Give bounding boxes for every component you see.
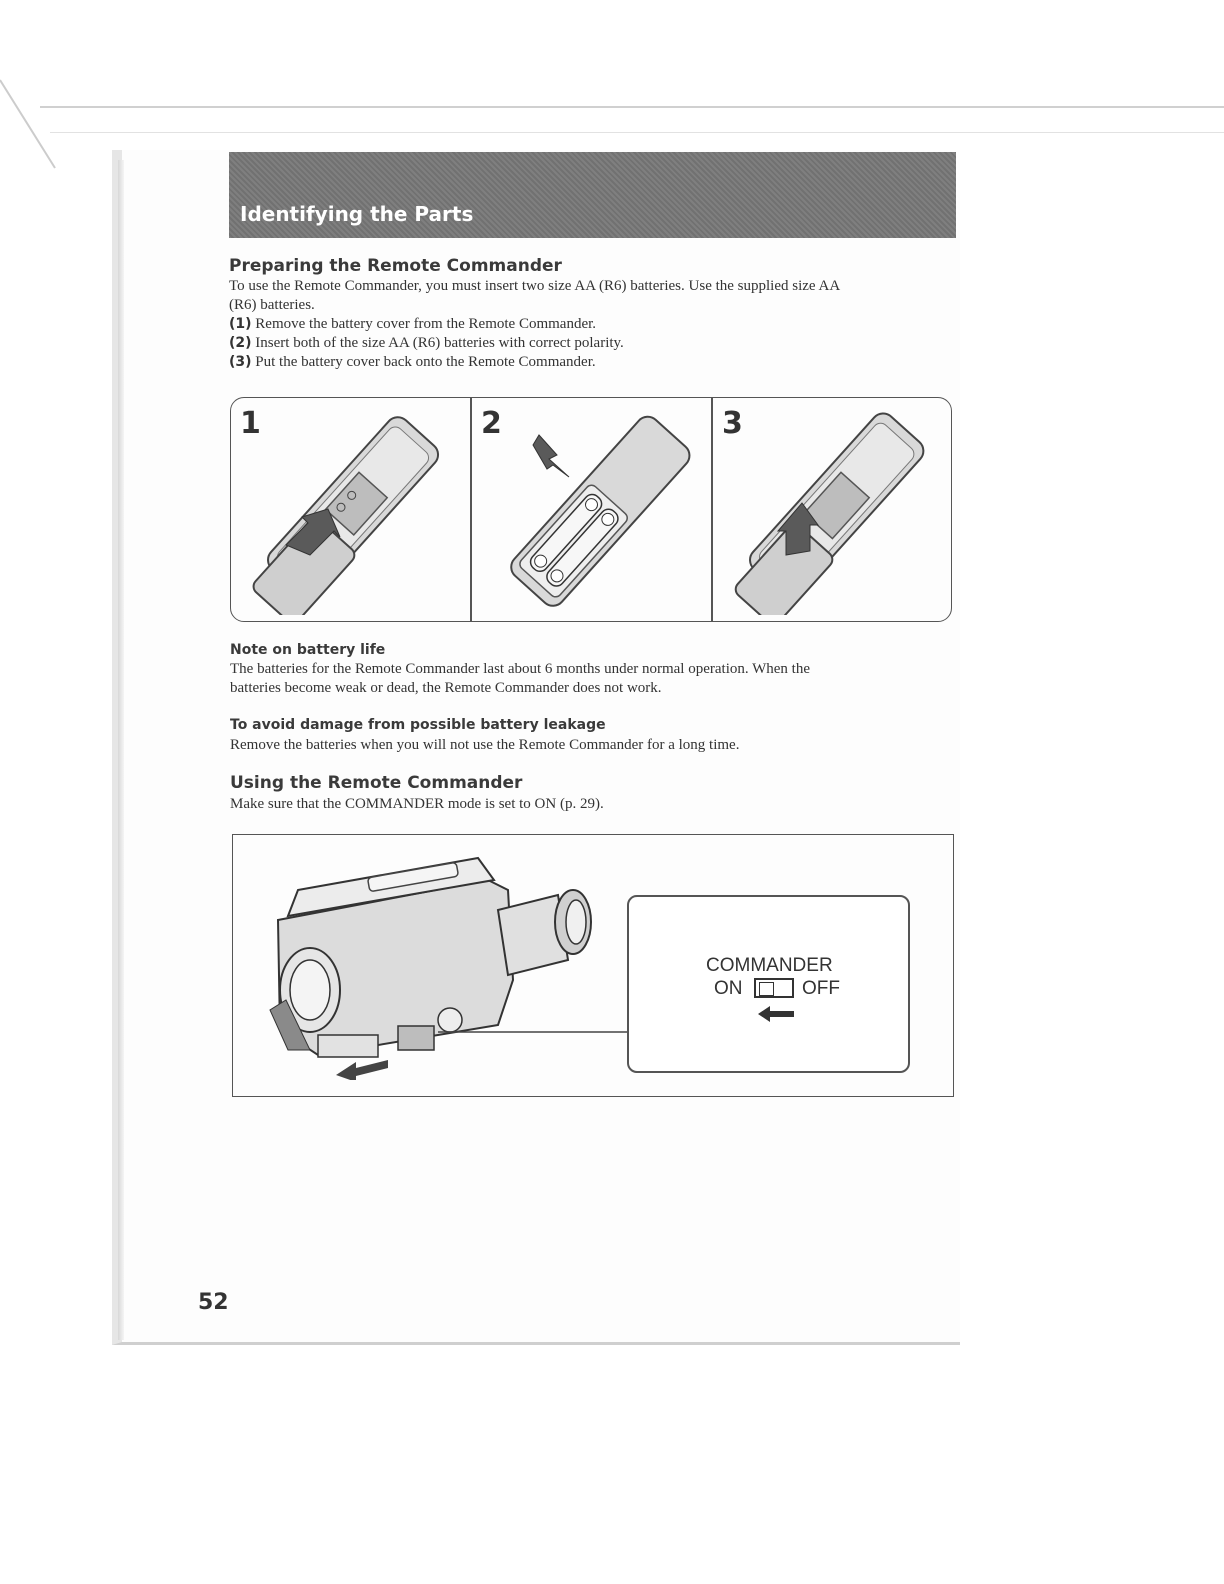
leakage-line1: Remove the batteries when you will not use the Remote Commander for a long time. [230,737,740,753]
step-text: Remove the battery cover from the Remote Commander. [251,316,597,332]
step-text: Insert both of the size AA (R6) batteries with correct polarity. [251,335,624,351]
commander-switch-knob [759,982,774,996]
commander-on-label: ON [714,978,743,999]
using-line1: Make sure that the COMMANDER mode is set to ON (p. 29). [230,796,604,812]
remote-close-cover-illustration [718,405,950,615]
preparing-intro-line1: To use the Remote Commander, you must insert two size AA (R6) batteries. Use the supplied size AA [229,278,841,294]
battery-life-line1: The batteries for the Remote Commander last about 6 months under normal operation. When the [230,661,810,677]
scan-line [50,132,1224,133]
battery-life-heading: Note on battery life [230,642,386,658]
left-arrow-icon [756,1004,796,1024]
commander-switch [754,978,794,998]
using-heading: Using the Remote Commander [230,773,523,793]
commander-switch-label: COMMANDER [706,955,833,976]
panel-number-2: 2 [481,406,502,441]
step-number: (1) [229,316,252,332]
preparing-heading: Preparing the Remote Commander [229,256,562,276]
panel-number-3: 3 [722,406,743,441]
section-title: Identifying the Parts [240,202,474,226]
scan-line [40,106,1224,108]
remote-insert-batteries-illustration [477,405,709,615]
panel-divider [470,397,472,622]
preparing-step [229,315,596,334]
leakage-heading: To avoid damage from possible battery leakage [230,717,606,733]
commander-off-label: OFF [802,978,840,999]
scan-corner [0,60,60,170]
step-text: Put the battery cover back onto the Remote Commander. [251,354,596,370]
camcorder-illustration [258,850,638,1080]
panel-number-1: 1 [240,406,261,441]
step-number: (2) [229,335,252,351]
page-edge [118,160,124,1340]
page-number: 52 [198,1290,229,1315]
preparing-intro-line2: (R6) batteries. [229,297,315,313]
remote-open-cover-illustration [236,405,468,615]
battery-life-line2: batteries become weak or dead, the Remote Commander does not work. [230,680,662,696]
preparing-step [229,353,596,372]
preparing-step [229,334,624,353]
panel-divider [711,397,713,622]
step-number: (3) [229,354,252,370]
